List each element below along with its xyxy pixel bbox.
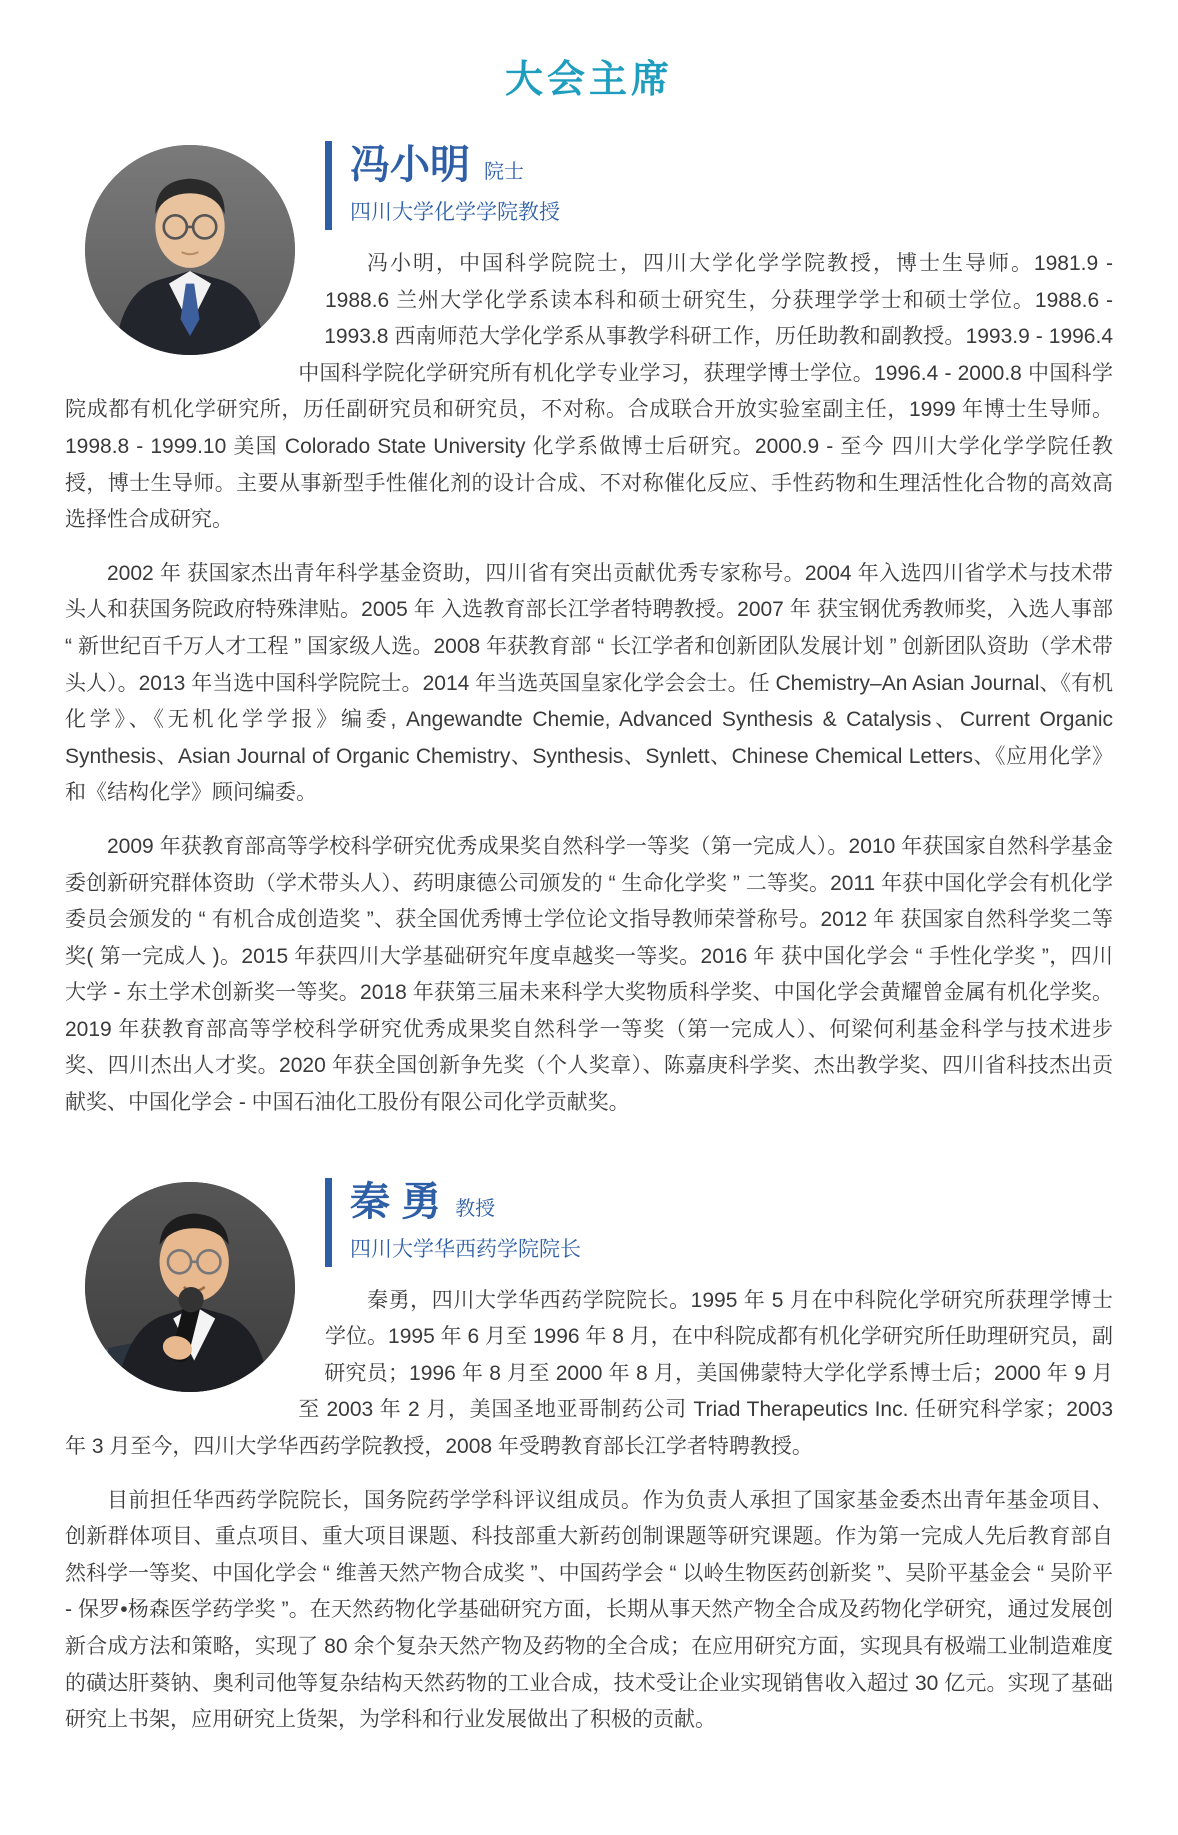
profile-qin-yong	[65, 1178, 1113, 1739]
person-with-microphone-icon	[85, 1182, 295, 1392]
bio-paragraph: 冯小明，中国科学院院士，四川大学化学学院教授，博士生导师。1981.9 - 1988.6 兰州大学化学系读本科和硕士研究生，分获理学学士和硕士学位。1988.6 - 1993.8 西南师范大学化学系从事教学科研工作，历任助教和副教授。1993.9 - 1996.4 中国科学院化学研究所有机化学专业学习，获理学博士学位。1996.4 - 2000.8 中国科学院成都有机化学研究所，历任副研究员和研究员，不对称。合成联合开放实验室副主任，1999 年博士生导师。1998.8 - 1999.10 美国 Colorado State University 化学系做博士后研究。2000.9 - 至今 四川大学化学学院任教授，博士生导师。主要从事新型手性催化剂的设计合成、不对称催化反应、手性药物和生理活性化合物的高效高选择性合成研究。	[65, 252, 1113, 532]
profile-feng-xiaoming	[65, 141, 1113, 1122]
bio-paragraph: 2009 年获教育部高等学校科学研究优秀成果奖自然科学一等奖（第一完成人）。2010 年获国家自然科学基金委创新研究群体资助（学术带头人）、药明康德公司颁发的 “ 生命化学奖 ” 二等奖。2011 年获中国化学会有机化学委员会颁发的 “ 有机合成创造奖 ”、获全国优秀博士学位论文指导教师荣誉称号。2012 年 获国家自然科学奖二等奖( 第一完成人 )。2015 年获四川大学基础研究年度卓越奖一等奖。2016 年 获中国化学会 “ 手性化学奖 ”，四川大学 - 东土学术创新奖一等奖。2018 年获第三届未来科学大奖物质科学奖、中国化学会黄耀曾金属有机化学奖。2019 年获教育部高等学校科学研究优秀成果奖自然科学一等奖（第一完成人）、何梁何利基金科学与技术进步奖、四川杰出人才奖。2020 年获全国创新争先奖（个人奖章）、陈嘉庚科学奖、杰出教学奖、四川省科技杰出贡献奖、中国化学会 - 中国石油化工股份有限公司化学贡献奖。	[65, 834, 1113, 1115]
scholar-name: 秦 勇	[350, 1179, 442, 1224]
bio-paragraph: 2002 年 获国家杰出青年科学基金资助，四川省有突出贡献优秀专家称号。2004 年入选四川省学术与技术带头人和获国务院政府特殊津贴。2005 年 入选教育部长江学者特聘教授。2007 年 获宝钢优秀教师奖，入选人事部 “ 新世纪百千万人才工程 ” 国家级人选。2008 年获教育部 “ 长江学者和创新团队发展计划 ” 创新团队资助（学术带头人）。2013 年当选中国科学院院士。2014 年当选英国皇家化学会会士。任 Chemistry–An Asian Journal、《有机化学》、《无机化学学报》编委, Angewandte Chemie, Advanced Synthesis & Catalysis、Current Organic Synthesis、Asian Journal of Organic Chemistry、Synthesis、Synlett、Chinese Chemical Letters、《应用化学》和《结构化学》顾问编委。	[65, 561, 1113, 805]
bio-paragraph: 秦勇，四川大学华西药学院院长。1995 年 5 月在中科院化学研究所获理学博士学位。1995 年 6 月至 1996 年 8 月，在中科院成都有机化学研究所任助理研究员，副研究员；1996 年 8 月至 2000 年 8 月，美国佛蒙特大学化学系博士后；2000 年 9 月至 2003 年 2 月，美国圣地亚哥制药公司 Triad Therapeutics Inc. 任研究科学家；2003 年 3 月至今，四川大学华西药学院教授，2008 年受聘教育部长江学者特聘教授。	[65, 1288, 1113, 1459]
scholar-degree-badge: 教授	[455, 1197, 496, 1220]
profile-photo	[85, 145, 295, 355]
profile-photo	[85, 1182, 295, 1392]
name-block	[325, 1178, 1113, 1267]
scholar-name: 冯小明	[350, 143, 470, 187]
scholar-affiliation: 四川大学化学学院教授	[350, 201, 560, 224]
scholar-degree-badge: 院士	[484, 161, 524, 183]
name-block	[325, 141, 1113, 230]
page-title: 大会主席	[504, 59, 673, 101]
scholar-affiliation: 四川大学华西药学院院长	[350, 1237, 581, 1261]
bio-paragraph: 目前担任华西药学院院长，国务院药学学科评议组成员。作为负责人承担了国家基金委杰出青年基金项目、创新群体项目、重点项目、重大项目课题、科技部重大新药创制课题等研究课题。作为第一完成人先后教育部自然科学一等奖、中国化学会 “ 维善天然产物合成奖 ”、中国药学会 “ 以岭生物医药创新奖 ”、吴阶平基金会 “ 吴阶平 - 保罗•杨森医学药学奖 ”。在天然药物化学基础研究方面，长期从事天然产物全合成及药物化学研究，通过发展创新合成方法和策略，实现了 80 余个复杂天然产物及药物的全合成；在应用研究方面，实现具有极端工业制造难度的磺达肝葵钠、奥利司他等复杂结构天然药物的工业合成，技术受让企业实现销售收入超过 30 亿元。实现了基础研究上书架，应用研究上货架，为学科和行业发展做出了积极的贡献。	[65, 1488, 1113, 1732]
person-portrait-icon	[85, 145, 295, 355]
